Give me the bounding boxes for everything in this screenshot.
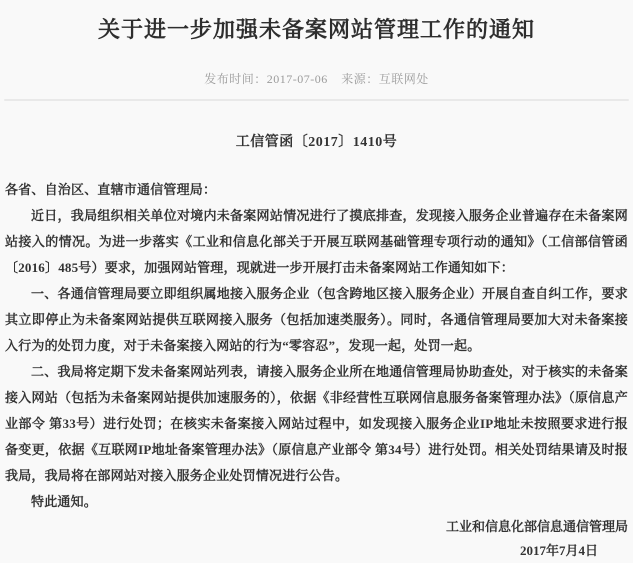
signature-organization: 工业和信息化部信息通信管理局: [445, 519, 628, 534]
salutation: 各省、自治区、直辖市通信管理局：: [5, 182, 217, 197]
signature-block: [0, 515, 628, 563]
source-value: 互联网处: [378, 72, 429, 86]
closing-line: 特此通知。: [31, 494, 98, 509]
page-title: 关于进一步加强未备案网站管理工作的通知: [97, 17, 535, 42]
publish-time-value: 2017-07-06: [266, 72, 328, 86]
paragraph-intro: 近日，我局组织相关单位对境内未备案网站情况进行了摸底排查，发现接入服务企业普遍存在未备案网站接入的情况。为进一步落实《工业和信息化部关于开展互联网基础管理专项行动的通知》（工信部信管函〔2016〕485号）要求，加强网站管理，现就进一步开展打击未备案网站工作通知如下：: [5, 208, 628, 275]
paragraph-item-2: 二、我局将定期下发未备案网站列表，请接入服务企业所在地通信管理局协助查处，对于核实的未备案接入网站（包括为未备案网站提供加速服务的），依据《非经营性互联网信息服务备案管理办法》（原信息产业部令 第33号）进行处罚；在核实未备案接入网站过程中，如发现接入服务企业IP地址未按照要求进行报备变更，依据《互联网IP地址备案管理办法》（原信息产业部令 第34号）进行处罚。相关处罚结果请及时报我局，我局将在部网站对接入服务企业处罚情况进行公告。: [5, 364, 628, 483]
signature-date: 2017年7月4日: [519, 543, 598, 558]
notice-body: [5, 177, 628, 515]
source-pair: [341, 72, 429, 86]
publish-meta: [0, 70, 633, 87]
paragraph-item-1: 一、各通信管理局要立即组织属地接入服务企业（包含跨地区接入服务企业）开展自查自纠工作，要求其立即停止为未备案网站提供互联网接入服务（包括加速类服务）。同时，各通信管理局要加大对未备案接入行为的处罚力度，对于未备案接入网站的行为“零容忍”，发现一起，处罚一起。: [5, 286, 628, 353]
source-label: 来源：: [341, 72, 379, 86]
document-number: 工信管函〔2017〕1410号: [235, 135, 398, 150]
header-divider: [4, 99, 629, 101]
publish-time-pair: [204, 72, 328, 86]
notice-page: [0, 14, 633, 558]
publish-time-label: 发布时间：: [204, 72, 267, 86]
